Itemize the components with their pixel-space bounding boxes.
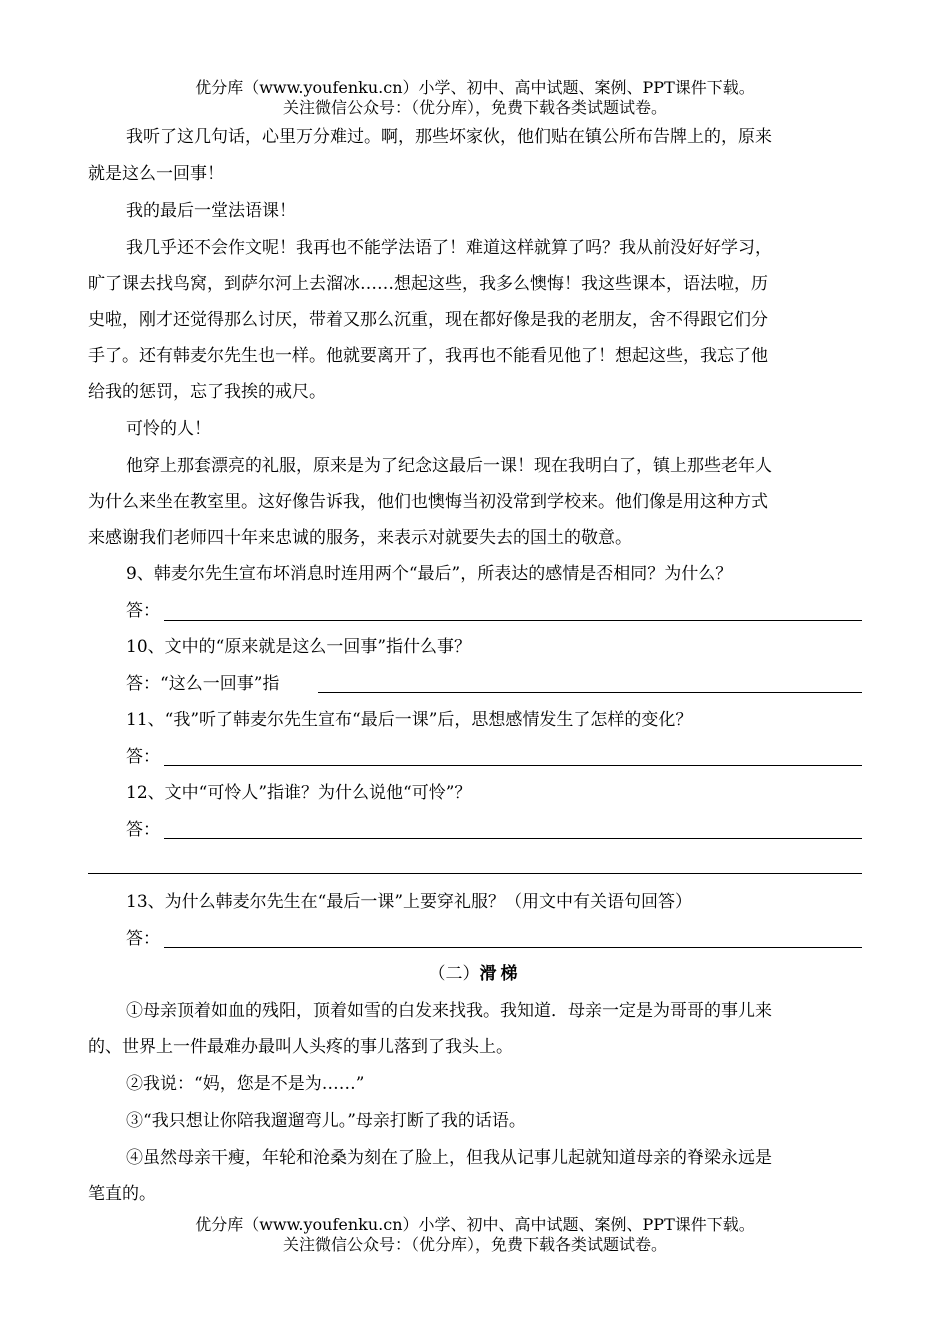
answer-label: 答：“这么一回事”指 [126,674,280,694]
paragraph-line: 我听了这几句话，心里万分难过。啊，那些坏家伙，他们贴在镇公所布告牌上的，原来 [126,127,772,147]
footer-line-2: 关注微信公众号：（优分库），免费下载各类试题试卷。 [282,1235,667,1254]
answer-label: 答： [126,601,160,621]
question-10: 10、文中的“原来就是这么一回事”指什么事？ [126,637,472,657]
paragraph-line: 旷了课去找鸟窝，到萨尔河上去溜冰……想起这些，我多么懊悔！我这些课本，语法啦，历 [88,274,768,294]
paragraph-line: ①母亲顶着如血的残阳，顶着如雪的白发来找我。我知道．母亲一定是为哥哥的事儿来 [126,1001,772,1021]
section-number: （二） [428,964,480,984]
answer-label: 答： [126,929,160,949]
header-line-2: 关注微信公众号：（优分库），免费下载各类试题试卷。 [282,98,667,117]
question-12: 12、文中“可怜人”指谁？为什么说他“可怜”？ [126,783,472,803]
paragraph-line: 他穿上那套漂亮的礼服，原来是为了纪念这最后一课！现在我明白了，镇上那些老年人 [126,456,772,476]
answer-label: 答： [126,820,160,840]
paragraph-line: 的、世界上一件最难办最叫人头疼的事儿落到了我头上。 [88,1037,513,1057]
answer-line[interactable] [88,873,862,874]
paragraph-line: 就是这么一回事！ [88,164,224,184]
question-11: 11、“我”听了韩麦尔先生宣布“最后一课”后，思想感情发生了怎样的变化？ [126,710,693,730]
answer-line[interactable] [164,765,862,766]
paragraph-line: ②我说：“妈，您是不是为……” [126,1074,365,1094]
answer-line[interactable] [164,838,862,839]
paragraph-line: 史啦，刚才还觉得那么讨厌，带着又那么沉重，现在都好像是我的老朋友，舍不得跟它们分 [88,310,768,330]
paragraph-line: 我的最后一堂法语课！ [126,201,296,221]
footer-line-1: 优分库（www.youfenku.cn）小学、初中、高中试题、案例、PPT课件下载。 [195,1215,755,1234]
paragraph-line: 笔直的。 [88,1184,156,1204]
header-line-1: 优分库（www.youfenku.cn）小学、初中、高中试题、案例、PPT课件下载。 [195,78,755,97]
section-title [0,962,950,986]
question-9: 9、韩麦尔先生宣布坏消息时连用两个“最后”，所表达的感情是否相同？为什么？ [126,564,733,584]
paragraph-line: 手了。还有韩麦尔先生也一样。他就要离开了，我再也不能看见他了！想起这些，我忘了他 [88,346,768,366]
answer-label: 答： [126,747,160,767]
question-13: 13、为什么韩麦尔先生在“最后一课”上要穿礼服？（用文中有关语句回答） [126,892,693,912]
answer-line[interactable] [164,947,862,948]
paragraph-line: 为什么来坐在教室里。这好像告诉我，他们也懊悔当初没常到学校来。他们像是用这种方式 [88,492,768,512]
paragraph-line: 给我的惩罚，忘了我挨的戒尺。 [88,382,326,402]
paragraph-line: 我几乎还不会作文呢！我再也不能学法语了！难道这样就算了吗？我从前没好好学习， [126,238,772,258]
paragraph-line: ④虽然母亲干瘦，年轮和沧桑为刻在了脸上，但我从记事儿起就知道母亲的脊梁永远是 [126,1148,772,1168]
paragraph-line: 来感谢我们老师四十年来忠诚的服务，来表示对就要失去的国土的敬意。 [88,528,632,548]
paragraph-line: ③“我只想让你陪我遛遛弯儿。”母亲打断了我的话语。 [126,1111,526,1131]
answer-line[interactable] [318,692,862,693]
section-title-text: 滑梯 [479,964,522,984]
answer-line[interactable] [164,620,862,621]
paragraph-line: 可怜的人！ [126,419,211,439]
